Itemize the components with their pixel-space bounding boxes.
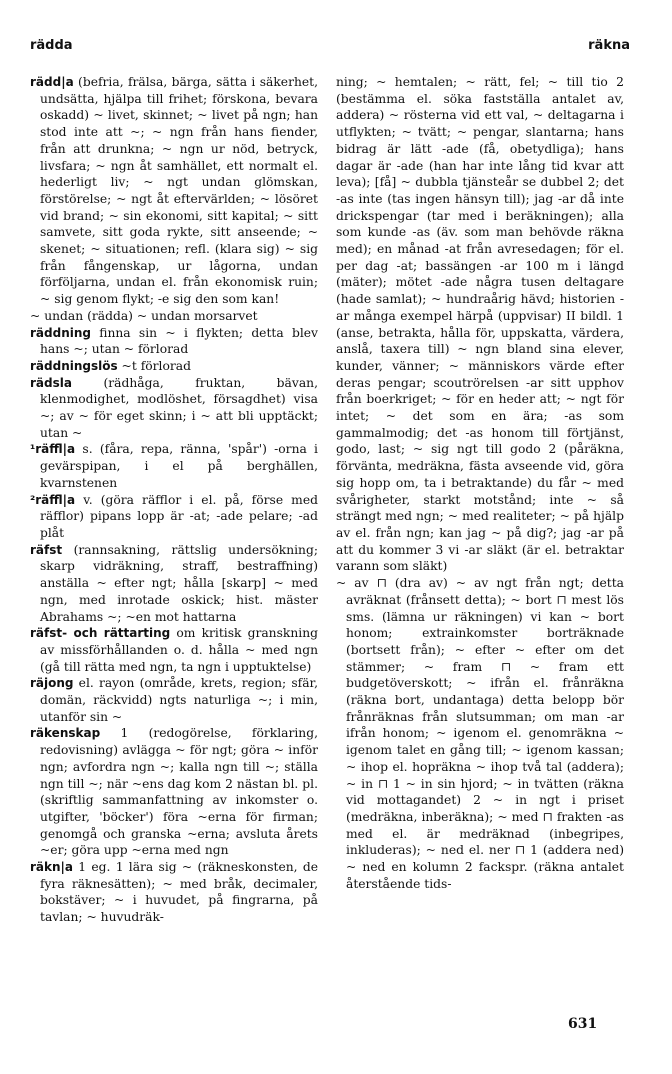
headword: ¹räffl|a xyxy=(30,442,76,457)
headword: rädsla xyxy=(30,375,72,390)
dict-entry xyxy=(30,441,318,491)
dict-entry xyxy=(30,325,318,358)
dict-entry xyxy=(30,74,318,308)
running-head-right: räkna xyxy=(588,38,630,53)
entry-text: (rannsakning, rättslig undersökning; skarp vidräkning, straff, bestraffning) anställa ~ efter ngt; hålla [skarp] ~ med ngn, med inrotade oskick; hist. mäster Abrahams ~; ~en mot hattarna xyxy=(40,542,318,624)
dict-entry xyxy=(30,492,318,542)
headword: räddning xyxy=(30,325,91,340)
entry-text: 1 eg. 1 lära sig ~ (räkneskonsten, de fyra räknesätten); ~ med bråk, decimaler, bokstäver; ~ i huvudet, på fingrarna, på tavlan; ~ huvudräk- xyxy=(40,860,318,925)
dict-entry xyxy=(336,74,624,575)
entry-text: (rädhåga, fruktan, bävan, klenmodighet, modlöshet, försagdhet) visa ~; av ~ för eget skinn; i ~ att bli upptäckt; utan ~ xyxy=(40,375,318,440)
entry-text: 1 (redogörelse, förklaring, redovisning) avlägga ~ för ngt; göra ~ inför ngn; avfordra ngn ~; kalla ngn till ~; ställa ngn till ~; när ~ens dag kom 2 nästan bl. pl. (skriftlig sammanfattning av inkomster o. utgifter, 'böcker') föra ~erna för firman; genomgå och granska ~erna; avsluta årets ~er; göra upp ~erna med ngn xyxy=(40,726,318,858)
headword: rädd|a xyxy=(30,75,74,89)
entry-text: ning; ~ hemtalen; ~ rätt, fel; ~ till tio 2 (bestämma el. söka fastställa antalet av, addera) ~ rösterna vid ett val, ~ deltagarna i utflykten; ~ tvätt; ~ pengar, slantarna; hans bidrag är lätt -ade (få, obetydliga); hans dagar är -ade (han har inte lång tid kvar att leva); [få] ~ dubbla tjänsteår se dubbel 2; det -as inte (tas ingen hänsyn till); jag -ar då inte drickspengar (tar med i beräkningen); alla som kunde -as (äv. som man behövde räkna med); en månad -at från avresedagen; för el. per dag -at; bassängen -ar 100 m i längd (mäter); mötet -ade några tusen deltagare (hade samlat); ~ hundraårig hävd; historien -ar många exempel härpå (uppvisar) II bildl. 1 (anse, betrakta, hålla för, uppskatta, värdera, anslå, taxera till) ~ ngn bland sina elever, kunder, vänner; ~ människors värde efter deras pengar; scoutrörelsen -ar sitt upphov från boerkriget; ~ för en heder att; ~ ngt för intet; ~ det som en ära; -as som gammalmodig; det -as honom till förtjänst, godo, last; ~ sig ngt till godo 2 (påräkna, förvänta, medräkna, fästa avseende vid, göra sig hopp om, ta i betraktande) du får ~ med svårigheter, starkt motstånd; inte ~ så strängt med ngn; ~ med realiteter; ~ på hjälp av el. från ngn; kan jag ~ på dig?; jag -ar på att du kommer 3 vi -ar släkt (är el. betraktar varann som släkt) xyxy=(336,75,624,574)
dict-entry xyxy=(30,625,318,675)
dict-entry xyxy=(336,575,624,892)
entry-text: v. (göra räfflor i el. på, förse med räfflor) pipans lopp är -at; -ade pelare; -ad plåt xyxy=(40,492,318,540)
entry-text: s. (fåra, repa, ränna, 'spår') -orna i gevärspipan, i el på berghällen, kvarnstenen xyxy=(40,442,318,490)
headword: räkenskap xyxy=(30,726,101,741)
headword: räfst- och rättarting xyxy=(30,626,171,641)
dict-entry xyxy=(30,542,318,626)
headword: räjong xyxy=(30,676,74,691)
entry-text: om kritisk granskning av missförhållanden o. d. hålla ~ med ngn (gå till rätta med ngn, ta ngn i upptuktelse) xyxy=(40,626,318,674)
entry-text: (befria, frälsa, bärga, sätta i säkerhet, undsätta, hjälpa till frihet; förskona, bevara oskadd) ~ livet, skinnet; ~ livet på ngn; han stod inte att ~; ~ ngn från hans fiender, från att drunkna; ~ ngn ur nöd, betryck, livsfara; ~ ngn åt samhället, ett normalt el. hederligt liv; ~ ngt undan glömskan, förstörelse; ~ ngt åt eftervärlden; ~ lösöret vid brand; ~ sin ekonomi, sitt kapital; ~ sitt samvete, sitt goda rykte, sitt anseende; ~ skenet; ~ situationen; refl. (klara sig) ~ sig från fångenskap, ur lågorna, undan förföljarna, undan el. från ekonomisk ruin; ~ sig genom flykt; -e sig den som kan! xyxy=(40,75,318,307)
right-column xyxy=(336,74,624,892)
entry-text: ~ undan (rädda) ~ undan morsarvet xyxy=(30,308,258,323)
headword: ²räffl|a xyxy=(30,492,76,507)
entry-text: finna sin ~ i flykten; detta blev hans ~; utan ~ förlorad xyxy=(40,325,318,357)
dict-entry xyxy=(30,675,318,725)
entry-text: ~t förlorad xyxy=(117,358,191,373)
entry-text: ~ av ⊓ (dra av) ~ av ngt från ngt; detta avräknat (frånsett detta); ~ bort ⊓ mest lös sms. (lämna ur räkningen) vi kan ~ bort honom; extrainkomster borträknade (bortsett från); ~ efter ~ efter om det stämmer; ~ fram ⊓ ~ fram ett budgetöverskott; ~ ifrån el. frånräkna (räkna bort, undantaga) detta belopp bör frånräknas från slutsumman; om man -ar ifrån honom; ~ igenom el. genomräkna ~ igenom talet en gång till; ~ igenom kassan; ~ ihop el. hopräkna ~ ihop två tal (addera); ~ in ⊓ 1 ~ in sin hjord; ~ in tvätten (räkna vid mottagandet) 2 ~ in ngt i priset (medräkna, inberäkna); ~ med ⊓ frakten -as med el. är medräknad (inbegripes, inkluderas); ~ ned el. ner ⊓ 1 (addera ned) ~ ned en kolumn 2 fackspr. (räkna antalet återstående tids- xyxy=(336,576,624,891)
dict-entry xyxy=(30,725,318,859)
entry-text: el. rayon (område, krets, region; sfär, domän, räckvidd) ngts naturliga ~; i min, utanför sin ~ xyxy=(40,676,318,724)
headword: räfst xyxy=(30,542,63,557)
dict-entry xyxy=(30,358,318,375)
left-column xyxy=(30,74,318,926)
dict-entry xyxy=(30,375,318,442)
page-number: 631 xyxy=(568,1016,598,1032)
dict-entry xyxy=(30,308,318,325)
running-head-left: rädda xyxy=(30,38,73,53)
headword: räddningslös xyxy=(30,358,118,373)
dict-entry xyxy=(30,859,318,926)
headword: räkn|a xyxy=(30,860,74,875)
